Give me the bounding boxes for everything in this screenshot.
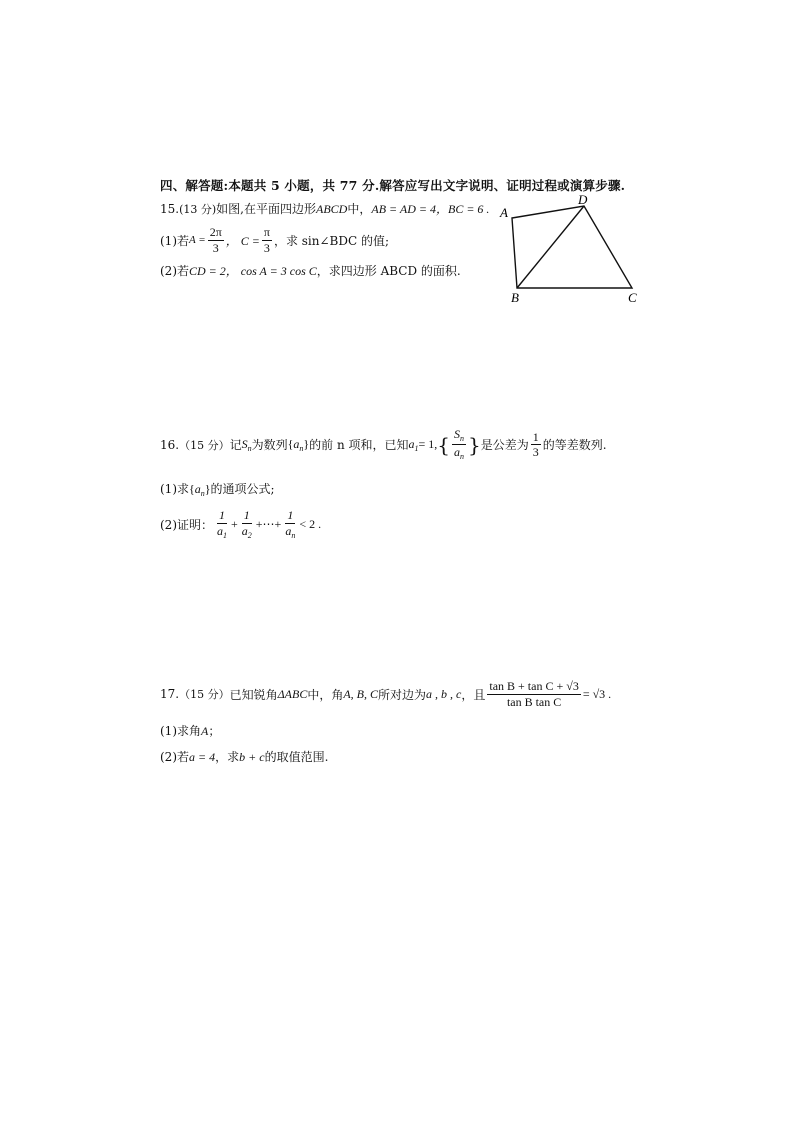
q16-sn-over-an: $\frac{S_n}{a_n}$ xyxy=(454,427,465,462)
q15-statement xyxy=(160,200,489,217)
q15-score: (13 分) xyxy=(179,203,217,216)
q16-common-difference: $\frac{1}{3}$ xyxy=(532,429,539,460)
q15-intro-b: 中， xyxy=(347,202,372,216)
q15-part2-label: (2)若 xyxy=(160,264,189,278)
q16-term-2: $\frac{1}{a_2}$ xyxy=(241,508,252,540)
q17-tan-fraction: $\frac{\text{tan B + tan C + √3}}{\text{tan B tan C}}$ xyxy=(489,679,579,709)
section-heading: 四、解答题:本题共 5 小题，共 77 分.解答应写出文字说明、证明过程或演算步骤. xyxy=(160,178,626,193)
q15-part1-frac-c: $\frac{\pi}{3}$ xyxy=(263,225,270,255)
q16-text-e: 的等差数列. xyxy=(542,438,607,453)
q16-term-n: $\frac{1}{a_n}$ xyxy=(285,508,296,540)
q17-number: 17. xyxy=(160,687,180,702)
q15-part2 xyxy=(160,262,461,279)
q16-sn: $S_n$ xyxy=(241,436,252,453)
q16-text-a: 记 xyxy=(229,438,242,453)
q17-triangle: ΔABC xyxy=(277,686,308,701)
q17-sides: a , b , c xyxy=(426,686,462,701)
quadrilateral-outline xyxy=(512,206,632,288)
vertex-label-b: B xyxy=(511,290,519,305)
q16-a1-value: = 1, xyxy=(418,437,438,452)
q16-number: 16. xyxy=(160,437,180,452)
q17-part1: (1)求角A； xyxy=(160,724,221,738)
q15-intro: 如图,在平面四边形 xyxy=(216,202,316,216)
q16-term-1: $\frac{1}{a_1}$ xyxy=(217,508,227,540)
q17-rhs: = √3 . xyxy=(582,686,612,701)
q16-part2: (2)证明： $\frac{1}{a_1}$ + $\frac{1}{a_2}$ +⋯+ $\frac{1}{a_n}$ < 2 . xyxy=(160,508,322,540)
vertex-label-c: C xyxy=(628,290,637,305)
q15-part2-cond: CD = 2， cos A = 3 cos C xyxy=(189,264,317,278)
q16-score: （15 分） xyxy=(179,438,230,452)
q15-condition: AB = AD = 4，BC = 6 . xyxy=(371,202,490,216)
q15-part2-ask: ，求四边形 ABCD 的面积. xyxy=(316,264,461,278)
q17-part2: (2)若a = 4，求b + c的取值范围. xyxy=(160,750,329,764)
q16-part1: (1)求$\{a_n\}$的通项公式; xyxy=(160,482,275,498)
diagonal-bd xyxy=(517,206,584,288)
q15-part1-label: (1)若 xyxy=(160,233,189,248)
q16-text-b: 为数列 xyxy=(251,438,288,453)
q16-statement xyxy=(160,428,607,462)
vertex-label-a: A xyxy=(500,205,508,220)
q15-part1-angle-c: ， C = xyxy=(225,233,260,248)
q15-quad-name: ABCD xyxy=(316,202,348,216)
q15-part1 xyxy=(160,226,389,254)
q16-text-d: 是公差为 xyxy=(480,438,529,453)
vertex-label-d: D xyxy=(578,192,588,207)
q17-statement: 17. （15 分） 已知锐角 ΔABC 中，角 A, B, C 所对边为 a , b , c ，且 $\frac{\text{tan B + tan C + √3}}{\text{tan B tan C}}$ = √3 . xyxy=(160,679,612,709)
q17-score: （15 分） xyxy=(179,688,230,702)
q16-brace-open: { xyxy=(437,432,451,457)
q16-seq-an: $\{a_n\}$ xyxy=(287,436,310,453)
q15-quadrilateral-figure xyxy=(495,192,645,307)
q15-part1-frac-a: $\frac{2\pi}{3}$ xyxy=(209,225,222,255)
q15-part1-angle-a: A = xyxy=(189,234,206,247)
q16-brace-close: } xyxy=(468,432,481,457)
q16-a1: $a_1$ xyxy=(408,436,419,453)
q17-angles: A, B, C xyxy=(343,686,379,701)
q15-part1-ask: ，求 sin∠BDC 的值; xyxy=(273,233,390,248)
q15-number: 15. xyxy=(160,202,180,216)
q16-text-c: 的前 n 项和，已知 xyxy=(309,438,409,453)
